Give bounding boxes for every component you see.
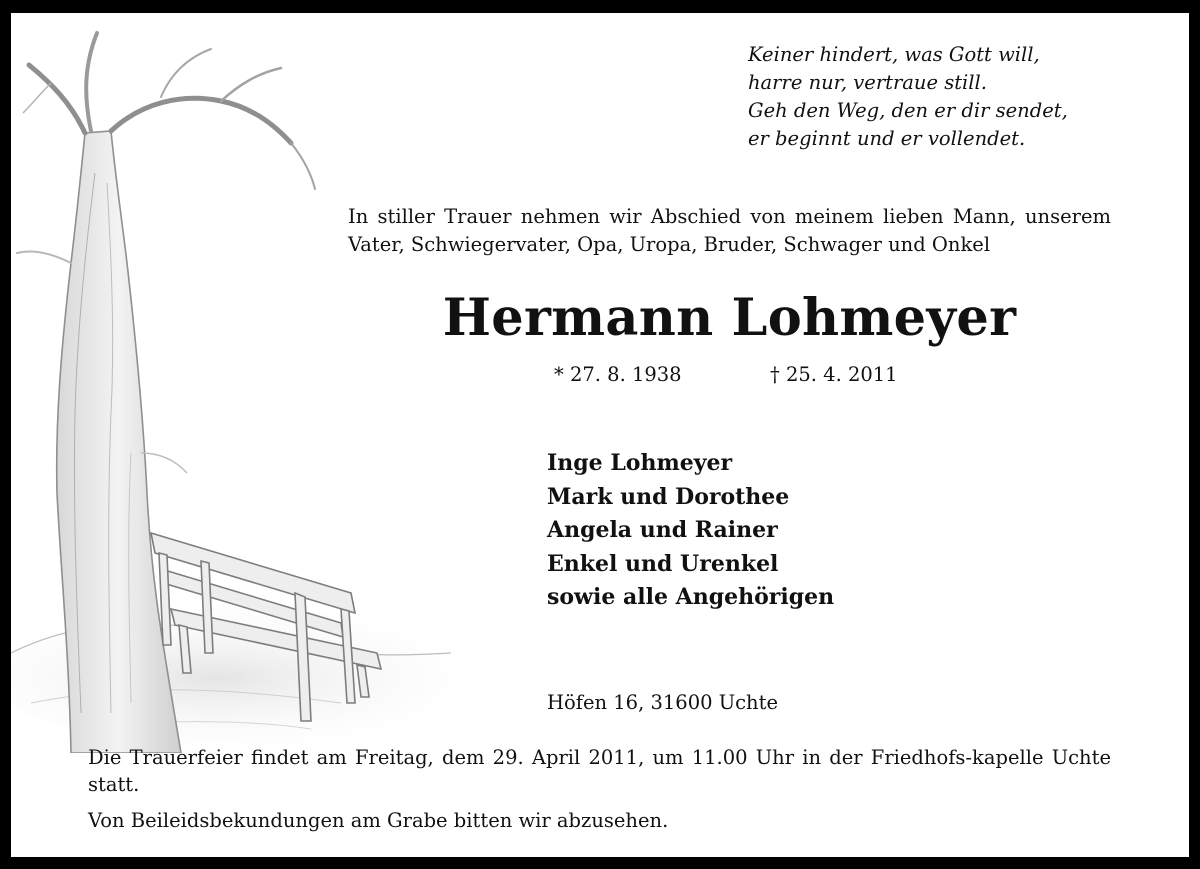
death-date: † 25. 4. 2011 [770,363,898,386]
mourners-list [547,447,834,615]
deceased-name: Hermann Lohmeyer [442,288,1017,348]
tree-and-bench-sketch-icon [11,13,491,753]
mourner-entry: Inge Lohmeyer [547,450,733,476]
mourner-entry: Enkel und Urenkel [547,550,779,577]
family-address: Höfen 16, 31600 Uchte [547,691,778,714]
poem-line: Keiner hindert, was Gott will, [748,43,1040,66]
poem-line: harre nur, vertraue still. [748,71,987,94]
birth-date: * 27. 8. 1938 [554,363,682,386]
poem-line: Geh den Weg, den er dir sendet, [748,99,1068,122]
mourner-entry: Mark und Dorothee [547,483,790,510]
poem-verse [748,41,1068,153]
funeral-service-info: Die Trauerfeier findet am Freitag, dem 29. April 2011, um 11.00 Uhr in der Friedhofs-kapelle Uchte statt. [88,746,1111,796]
condolence-note: Von Beileidsbekundungen am Grabe bitten wir abzusehen. [88,809,669,832]
mourner-entry: Angela und Rainer [547,517,778,543]
poem-line: er beginnt und er vollendet. [748,127,1026,150]
mourner-entry: sowie alle Angehörigen [547,584,835,610]
farewell-intro-text: In stiller Trauer nehmen wir Abschied von meinem lieben Mann, unserem Vater, Schwiegervater, Opa, Uropa, Bruder, Schwager und Onkel [348,205,1111,256]
